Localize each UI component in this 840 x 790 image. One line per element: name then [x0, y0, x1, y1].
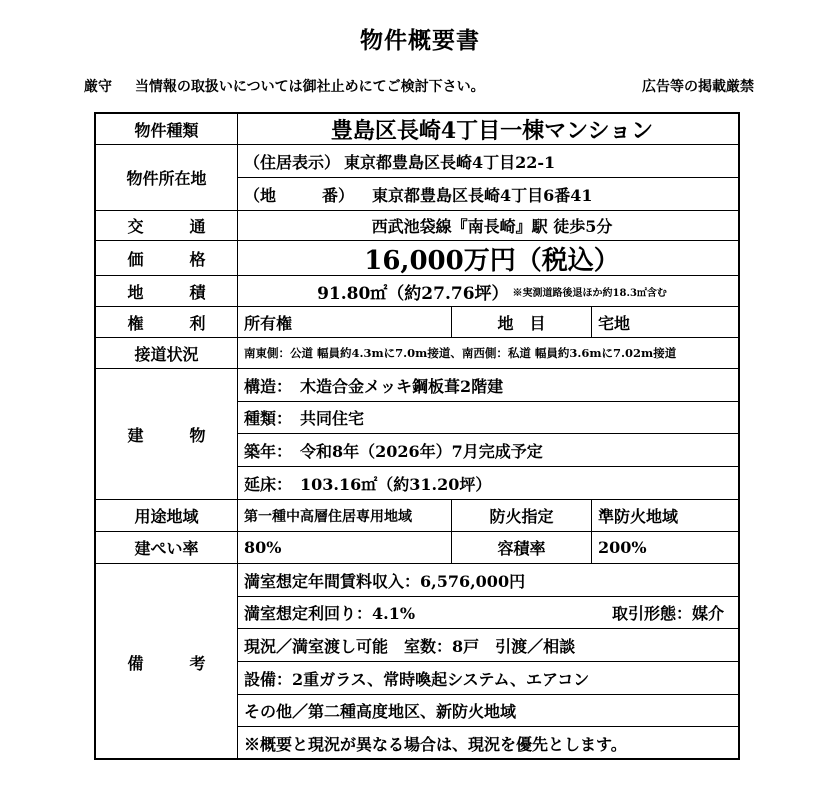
building-kind: 種類： 共同住宅: [238, 402, 740, 434]
far-label: 容積率: [452, 532, 592, 564]
remarks-other: その他／第二種高度地区、新防火地域: [238, 695, 740, 727]
type-value: 豊島区長崎4丁目一棟マンション: [238, 114, 740, 145]
road-value: 南東側：公道 幅員約4.3mに7.0m接道、南西側：私道 幅員約3.6mに7.02m接道: [238, 338, 740, 369]
notice-strict: 厳守: [84, 79, 112, 95]
location-lot-tag-close: 番）: [322, 185, 355, 205]
zoning-value: 第一種中高層住居専用地域: [238, 500, 452, 532]
zoning-label: 用途地域: [96, 500, 238, 532]
remarks-yield: 満室想定利回り：4.1%: [244, 604, 416, 623]
location-lot-tag-open: （地: [244, 185, 277, 205]
location-lot-value: 東京都豊島区長崎4丁目6番41: [372, 185, 593, 205]
location-residence-row: [238, 145, 740, 178]
property-sheet: [94, 112, 740, 760]
type-label: 物件種類: [96, 114, 238, 145]
location-label: 物件所在地: [96, 145, 238, 211]
land-category-label: 地 目: [452, 307, 592, 338]
land-value-cell: [238, 276, 740, 307]
fire-value: 準防火地域: [592, 500, 740, 532]
rights-label: 権 利: [96, 307, 238, 338]
land-value: 91.80㎡（約27.76坪）: [317, 283, 509, 304]
land-note: ※実測道路後退ほか約18.3㎡含む: [512, 287, 667, 299]
location-residence-tag: （住居表示）: [244, 152, 341, 172]
price-value: 16,000万円（税込）: [238, 241, 740, 276]
notice-ad: 広告等の掲載厳禁: [642, 79, 754, 95]
remarks-yield-row: [238, 597, 740, 629]
building-label: 建 物: [96, 369, 238, 500]
location-residence-value: 東京都豊島区長崎4丁目22-1: [344, 152, 556, 172]
land-label: 地 積: [96, 276, 238, 307]
location-lot-row: [238, 178, 740, 211]
road-label: 接道状況: [96, 338, 238, 369]
coverage-value: 80%: [238, 532, 452, 564]
remarks-status: 現況／満室渡し可能 室数：8戸 引渡／相談: [238, 629, 740, 662]
land-category-value: 宅地: [592, 307, 740, 338]
remarks-deal: 取引形態：媒介: [611, 604, 724, 623]
building-floor: 延床： 103.16㎡（約31.20坪）: [238, 467, 740, 500]
coverage-label: 建ぺい率: [96, 532, 238, 564]
far-value: 200%: [592, 532, 740, 564]
remarks-caution: ※概要と現況が異なる場合は、現況を優先とします。: [244, 735, 627, 754]
building-built: 築年： 令和8年（2026年）7月完成予定: [238, 434, 740, 467]
fire-label: 防火指定: [452, 500, 592, 532]
transport-label: 交 通: [96, 211, 238, 241]
notice-message: 当情報の取扱いについては御社止めにてご検討下さい。: [134, 79, 485, 95]
notice-line: [84, 76, 754, 96]
transport-value: 西武池袋線『南長崎』駅 徒歩5分: [238, 211, 740, 241]
rights-value: 所有権: [238, 307, 452, 338]
building-structure: 構造： 木造合金メッキ鋼板葺2階建: [238, 369, 740, 402]
remarks-label: 備 考: [96, 564, 238, 760]
remarks-equipment: 設備：2重ガラス、常時喚起システム、エアコン: [238, 662, 740, 695]
remarks-income: 満室想定年間賃料収入：6,576,000円: [238, 564, 740, 597]
price-label: 価 格: [96, 241, 238, 276]
page-title: 物件概要書: [360, 27, 480, 54]
